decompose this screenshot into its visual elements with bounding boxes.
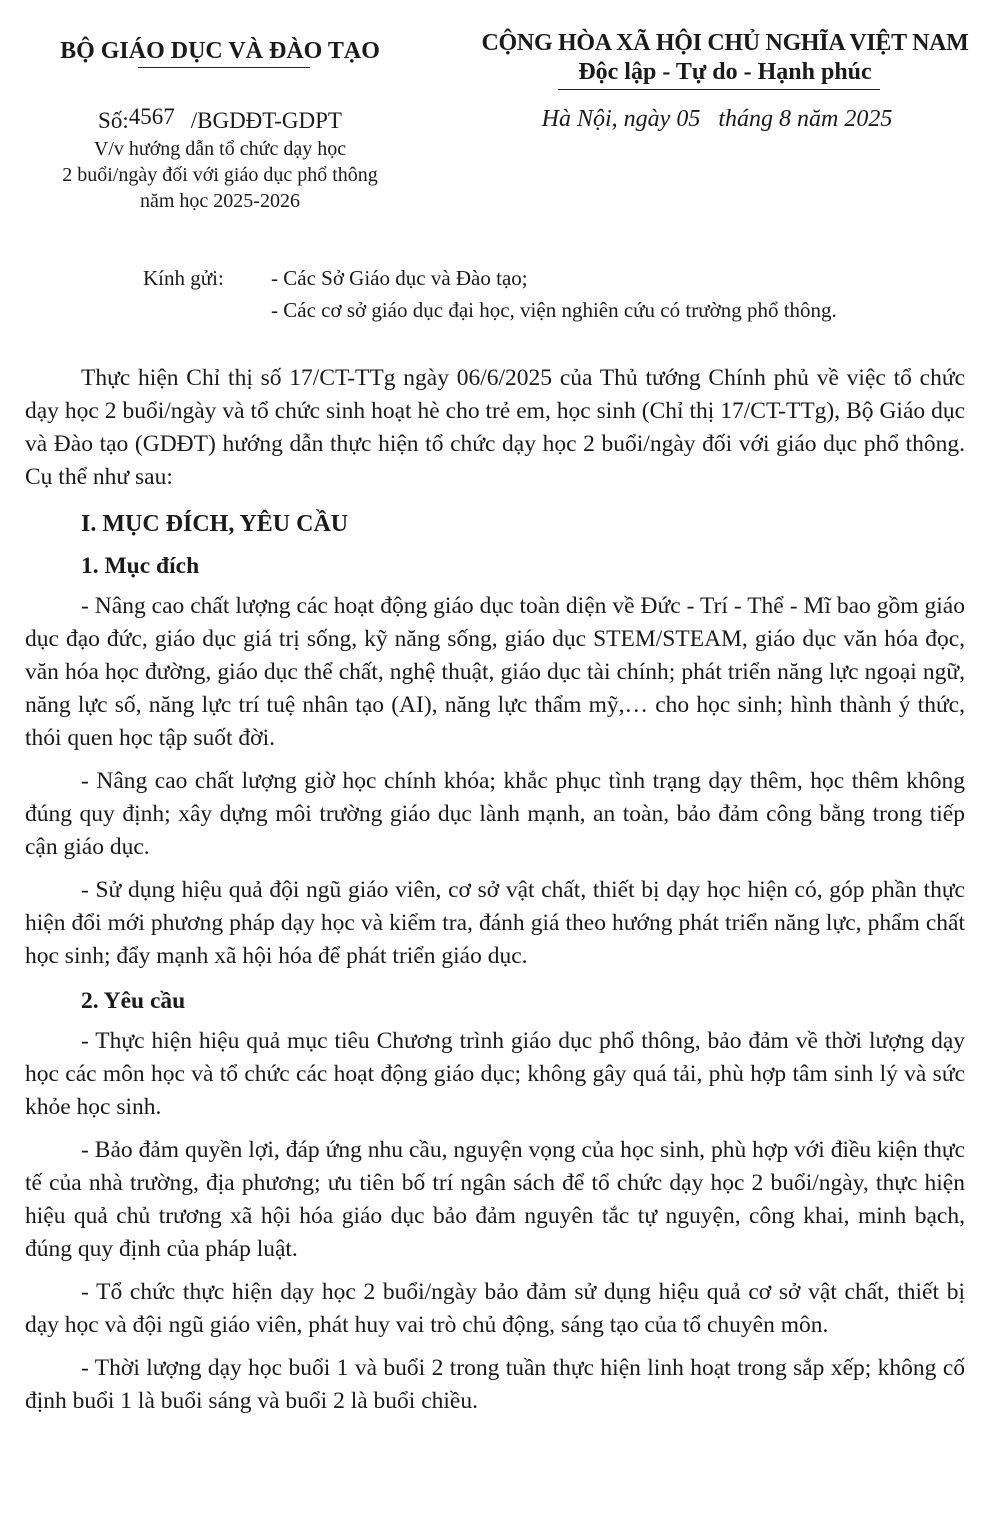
purpose-paragraph: - Nâng cao chất lượng giờ học chính khóa; khắc phục tình trạng dạy thêm, học thêm không đúng quy định; xây dựng môi trường giáo dục lành mạnh, an toàn, bảo đảm công bằng trong tiếp cận giáo dục. xyxy=(25,768,965,860)
recipients xyxy=(143,262,837,326)
document-number xyxy=(20,104,420,134)
section-heading: I. MỤC ĐÍCH, YÊU CẦU xyxy=(81,511,349,537)
subject-line: 2 buổi/ngày đối với giáo dục phổ thông xyxy=(62,164,378,186)
requirement-paragraph: - Thực hiện hiệu quả mục tiêu Chương trình giáo dục phổ thông, bảo đảm về thời lượng dạy học các môn học và tổ chức các hoạt động giáo dục; không gây quá tải, phù hợp tâm sinh lý và sức khỏe học sinh. xyxy=(25,1028,965,1120)
doc-no-suffix: /BGDĐT-GDPT xyxy=(190,108,342,133)
subject-line: V/v hướng dẫn tổ chức dạy học xyxy=(93,138,347,160)
document-subject xyxy=(20,136,420,214)
purpose-paragraph: - Nâng cao chất lượng các hoạt động giáo dục toàn diện về Đức - Trí - Thể - Mĩ bao gồm giáo dục đạo đức, giáo dục giá trị sống, kỹ năng sống, giáo dục STEM/STEAM, giáo dục văn hóa đọc, văn hóa học đường, giáo dục thể chất, nghệ thuật, giáo dục tài chính; phát triển năng lực ngoại ngữ, năng lực số, năng lực trí tuệ nhân tạo (AI), năng lực thẩm mỹ,… cho học sinh; hình thành ý thức, thói quen học tập suốt đời. xyxy=(25,593,965,751)
recipients-label: Kính gửi: xyxy=(143,266,224,290)
recipient-item: - Các Sở Giáo dục và Đào tạo; xyxy=(271,266,528,290)
subject-line: năm học 2025-2026 xyxy=(140,190,300,212)
subsection-heading: 1. Mục đích xyxy=(81,553,200,579)
place-date xyxy=(447,106,987,133)
requirement-paragraph: - Tổ chức thực hiện dạy học 2 buổi/ngày bảo đảm sử dụng hiệu quả cơ sở vật chất, thiết bị dạy học và đội ngũ giáo viên, phát huy vai trò chủ động, sáng tạo của tổ chuyên môn. xyxy=(25,1279,965,1338)
subsection-heading: 2. Yêu cầu xyxy=(81,988,186,1014)
doc-no-prefix: Số: xyxy=(98,108,129,133)
requirement-paragraph: - Bảo đảm quyền lợi, đáp ứng nhu cầu, nguyện vọng của học sinh, phù hợp với điều kiện thực tế của nhà trường, địa phương; ưu tiên bố trí ngân sách để tổ chức dạy học 2 buổi/ngày, thực hiện hiệu quả chủ trương xã hội hóa giáo dục bảo đảm nguyên tắc tự nguyện, công khai, minh bạch, đúng quy định của pháp luật. xyxy=(25,1137,965,1262)
motto-underline xyxy=(558,89,880,90)
date-part-1: Hà Nội, ngày 05 xyxy=(541,106,701,132)
issuer-block xyxy=(20,38,420,214)
purpose-paragraph: - Sử dụng hiệu quả đội ngũ giáo viên, cơ sở vật chất, thiết bị dạy học hiện có, góp phần thực hiện đổi mới phương pháp dạy học và kiểm tra, đánh giá theo hướng phát triển năng lực, phẩm chất học sinh; đẩy mạnh xã hội hóa để phát triển giáo dục. xyxy=(25,877,965,969)
agency-name: BỘ GIÁO DỤC VÀ ĐÀO TẠO xyxy=(60,38,380,64)
document-body xyxy=(25,362,965,1428)
requirement-paragraph: - Thời lượng dạy học buổi 1 và buổi 2 trong tuần thực hiện linh hoạt trong sắp xếp; không cố định buổi 1 là buổi sáng và buổi 2 là buổi chiều. xyxy=(25,1355,965,1414)
recipient-item: - Các cơ sở giáo dục đại học, viện nghiên cứu có trường phổ thông. xyxy=(271,298,837,322)
intro-paragraph: Thực hiện Chỉ thị số 17/CT-TTg ngày 06/6/2025 của Thủ tướng Chính phủ về việc tổ chức dạy học 2 buổi/ngày và tổ chức sinh hoạt hè cho trẻ em, học sinh (Chỉ thị 17/CT-TTg), Bộ Giáo dục và Đào tạo (GDĐT) hướng dẫn thực hiện tổ chức dạy học 2 buổi/ngày đối với giáo dục phổ thông. Cụ thể như sau: xyxy=(25,365,965,490)
date-part-2: tháng 8 năm 2025 xyxy=(718,106,893,132)
national-title: CỘNG HÒA XÃ HỘI CHỦ NGHĨA VIỆT NAM xyxy=(481,30,969,56)
agency-underline xyxy=(138,67,310,68)
national-header xyxy=(455,30,995,133)
doc-no-number: 4567 xyxy=(128,104,175,129)
national-motto: Độc lập - Tự do - Hạnh phúc xyxy=(578,59,872,85)
